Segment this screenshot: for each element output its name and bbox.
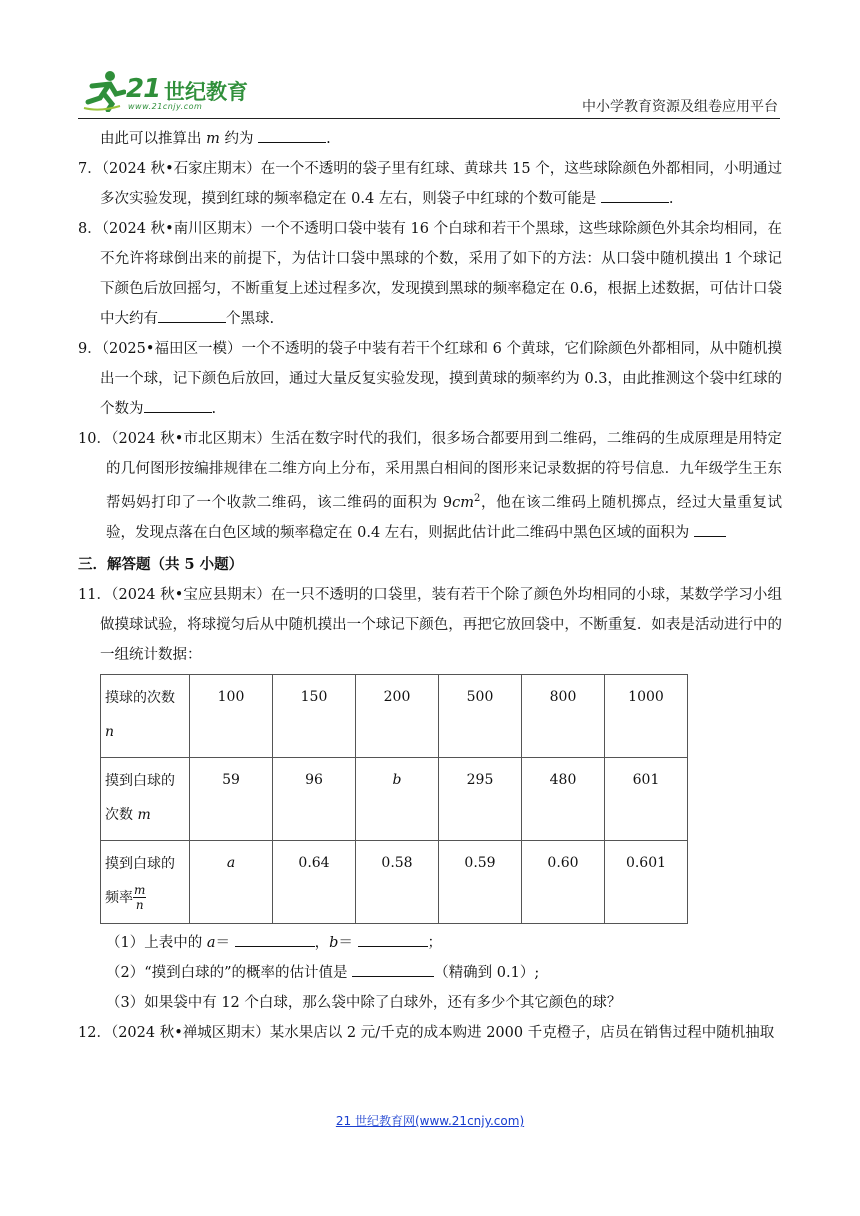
sub-question-1 bbox=[78, 928, 782, 958]
intro-text-2: 约为 bbox=[219, 131, 259, 147]
semicolon: ； bbox=[427, 934, 443, 951]
table-cell: 0.59 bbox=[439, 840, 522, 923]
answer-blank[interactable] bbox=[352, 962, 434, 977]
question-text: （2024 秋•南川区期末）一个不透明口袋中装有 16 个白球和若干个黑球，这些球除颜色外其余均相同，在不允许将球倒出来的前提下，为估计口袋中黑球的个数，采用了如下的方法：从口袋中随机摸出 1 个球记下颜色后放回摇匀，不断重复上述过程多次，发现摸到黑球的频率稳定在 0.6，根据上述数据，可估计口袋中大约有 bbox=[100, 221, 782, 327]
row-label-2: 频率 bbox=[105, 889, 133, 906]
table-row bbox=[101, 757, 688, 840]
question-text: （2024 秋•石家庄期末）在一个不透明的袋子里有红球、黄球共 15 个，这些球除颜色外都相同，小明通过多次实验发现，摸到红球的频率稳定在 0.4 左右，则袋子中红球的个数可能是 bbox=[100, 161, 782, 207]
table-cell: 601 bbox=[605, 757, 688, 840]
question-7 bbox=[78, 154, 782, 214]
table-row bbox=[101, 840, 688, 923]
table-cell: 59 bbox=[190, 757, 273, 840]
unit-cm: cm bbox=[452, 494, 475, 511]
var-b: b bbox=[392, 771, 402, 788]
sub-question-2 bbox=[78, 958, 782, 988]
question-number: 8． bbox=[78, 221, 102, 237]
answer-blank[interactable] bbox=[258, 128, 326, 143]
fraction-numerator: m bbox=[134, 883, 146, 898]
question-text: （2024 秋•市北区期末）生活在数字时代的我们，很多场合都要用到二维码，二维码的生成原理是用特定的几何图形按编排规律在二维方向上分布，采用黑白相间的图形来记录数据的符号信息．九年级学生王东帮妈妈打印了一个收款二维码，该二维码的面积为 9 bbox=[106, 431, 783, 511]
question-12 bbox=[78, 1018, 782, 1048]
question-number: 11． bbox=[78, 586, 112, 603]
sub-text: （2）“摸到白球的”的概率的估计值是 bbox=[106, 964, 353, 981]
section-heading: 三．解答题（共 5 小题） bbox=[78, 555, 244, 573]
stats-table bbox=[100, 674, 688, 924]
table-cell: 800 bbox=[522, 674, 605, 757]
answer-blank-b[interactable] bbox=[358, 932, 428, 947]
table-row bbox=[101, 674, 688, 757]
question-number: 9． bbox=[78, 341, 102, 357]
question-8 bbox=[78, 214, 782, 334]
var-m: m bbox=[206, 131, 220, 147]
header-divider bbox=[78, 118, 780, 119]
sub-text-end: （精确到 0.1）; bbox=[434, 964, 540, 981]
intro-line bbox=[78, 124, 782, 154]
logo-url: www.21cnjy.com bbox=[128, 102, 203, 111]
row-header bbox=[101, 674, 190, 757]
table-cell: 100 bbox=[190, 674, 273, 757]
row-label: 摸到白球的 bbox=[105, 772, 175, 789]
platform-title: 中小学教育资源及组卷应用平台 bbox=[582, 99, 778, 115]
table-cell: 480 bbox=[522, 757, 605, 840]
table-cell: 1000 bbox=[605, 674, 688, 757]
table-cell: 0.58 bbox=[356, 840, 439, 923]
table-cell: 500 bbox=[439, 674, 522, 757]
unit-exponent: 2 bbox=[474, 493, 481, 504]
question-9 bbox=[78, 334, 782, 424]
var-a: a bbox=[206, 934, 216, 951]
table-cell: 0.60 bbox=[522, 840, 605, 923]
question-text: （2024 秋•禅城区期末）某水果店以 2 元/千克的成本购进 2000 千克橙子，店员在销售过程中随机抽取 bbox=[110, 1024, 775, 1041]
row-label: 摸球的次数 bbox=[105, 689, 175, 706]
fraction-m-over-n bbox=[133, 883, 146, 912]
equals: ＝ bbox=[215, 934, 235, 951]
row-label: 摸到白球的 bbox=[105, 855, 175, 872]
question-number: 10． bbox=[78, 431, 112, 447]
question-11 bbox=[78, 580, 782, 670]
logo bbox=[80, 68, 280, 112]
runner-logo-icon bbox=[80, 68, 126, 112]
equals: ＝ bbox=[338, 934, 358, 951]
var-a: a bbox=[226, 854, 236, 871]
intro-text: 由此可以推算出 bbox=[100, 131, 207, 147]
table-cell: 96 bbox=[273, 757, 356, 840]
table-cell: 150 bbox=[273, 674, 356, 757]
period: . bbox=[326, 131, 331, 147]
sub-text: （1）上表中的 bbox=[106, 934, 207, 951]
table-cell: 0.601 bbox=[605, 840, 688, 923]
question-10 bbox=[78, 424, 783, 548]
page-header bbox=[78, 66, 780, 120]
table-cell bbox=[356, 757, 439, 840]
var-m: m bbox=[137, 806, 151, 823]
question-text: （2025•福田区一模）一个不透明的袋子中装有若干个红球和 6 个黄球，它们除颜色外都相同，从中随机摸出一个球，记下颜色后放回，通过大量反复实验发现，摸到黄球的频率约为 0.3，由此推测这个袋中红球的个数为 bbox=[100, 341, 782, 417]
table-cell bbox=[190, 840, 273, 923]
comma: ， bbox=[314, 934, 330, 951]
sub-question-3: （3）如果袋中有 12 个白球，那么袋中除了白球外，还有多少个其它颜色的球？ bbox=[106, 994, 622, 1011]
var-n: n bbox=[105, 723, 115, 740]
question-number: 7． bbox=[78, 161, 102, 177]
table-cell: 295 bbox=[439, 757, 522, 840]
row-label-2: 次数 bbox=[105, 806, 138, 823]
row-header bbox=[101, 840, 190, 923]
answer-blank[interactable] bbox=[158, 308, 226, 323]
answer-blank[interactable] bbox=[601, 188, 669, 203]
period: . bbox=[668, 191, 674, 207]
answer-blank[interactable] bbox=[694, 522, 726, 537]
fraction-denominator: n bbox=[135, 898, 144, 913]
var-b: b bbox=[329, 934, 339, 951]
document-body bbox=[78, 124, 782, 1048]
table-cell: 0.64 bbox=[273, 840, 356, 923]
logo-text-cn: 世纪教育 bbox=[164, 80, 248, 104]
answer-blank[interactable] bbox=[144, 398, 212, 413]
question-text-2: ，他在该二维码上随机掷点，经过大量重复试验，发现点落在白色区域的频率稳定在 0.4 左右，则据此估计此二维码中黑色区域的面积为 bbox=[106, 494, 782, 541]
answer-blank-a[interactable] bbox=[235, 932, 315, 947]
question-text: （2024 秋•宝应县期末）在一只不透明的口袋里，装有若干个除了颜色外均相同的小球，某数学学习小组做摸球试验，将球搅匀后从中随机摸出一个球记下颜色，再把它放回袋中，不断重复．如表是活动进行中的一组统计数据： bbox=[100, 586, 783, 663]
row-header bbox=[101, 757, 190, 840]
question-number: 12． bbox=[78, 1024, 111, 1041]
logo-text-21: 21 bbox=[126, 74, 161, 104]
table-cell: 200 bbox=[356, 674, 439, 757]
period: . bbox=[211, 401, 217, 417]
footer-link[interactable]: 21 世纪教育网(www.21cnjy.com) bbox=[335, 1114, 525, 1128]
question-end: 个黑球. bbox=[226, 311, 275, 327]
